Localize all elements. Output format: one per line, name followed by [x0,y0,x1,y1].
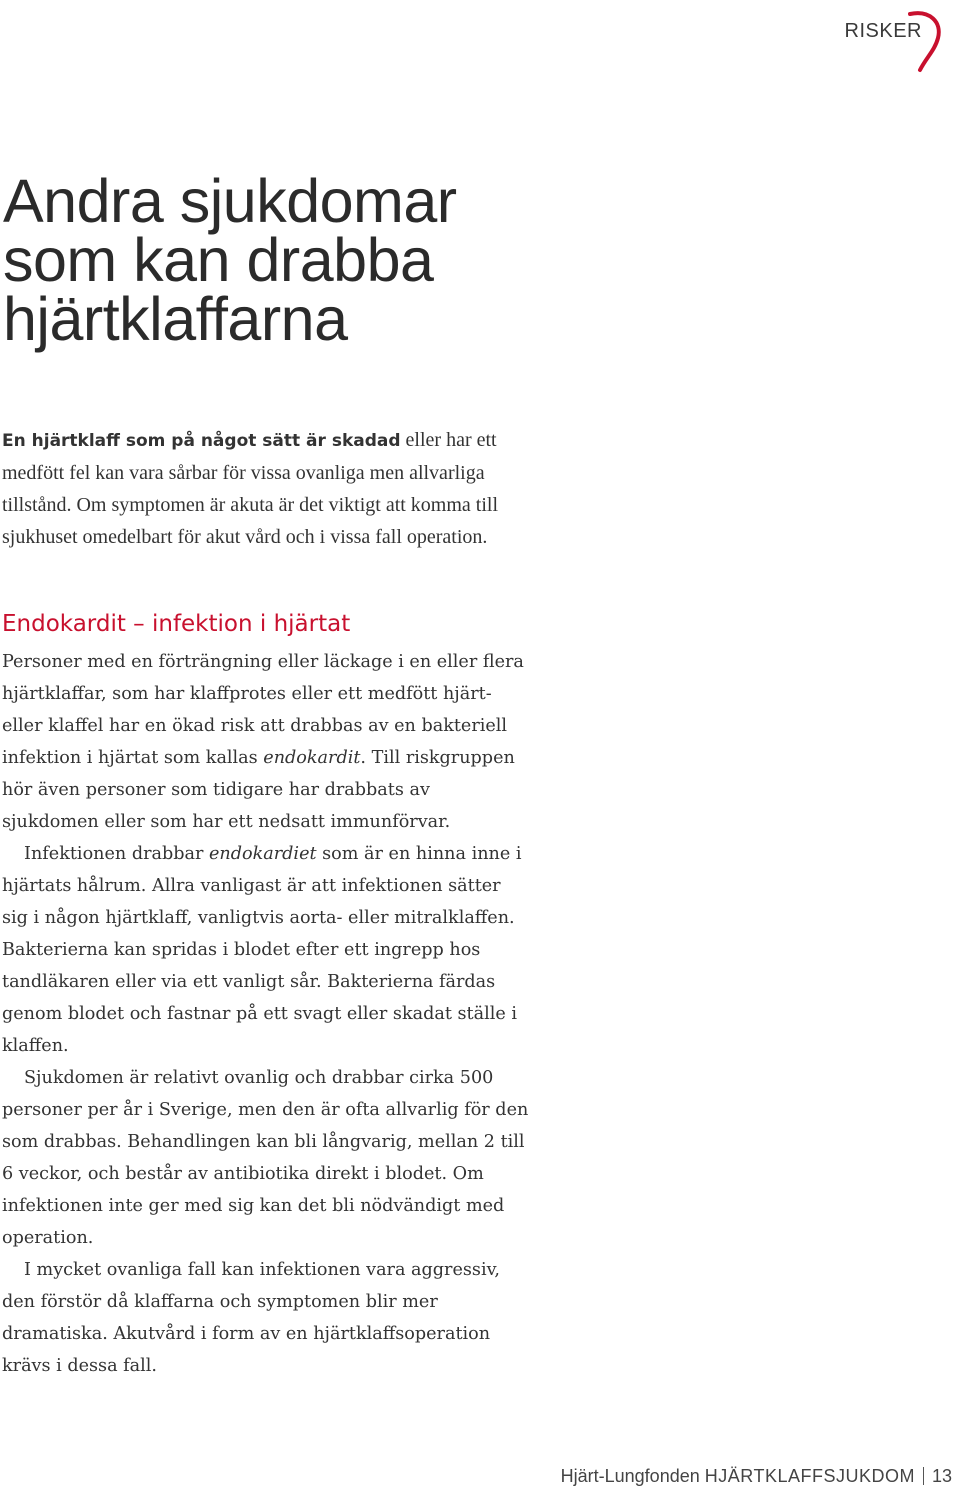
text-run: Infektionen drabbar [24,844,210,864]
page-number: 13 [931,1466,952,1486]
body-paragraph [2,838,530,1062]
page-title [3,167,457,353]
body-paragraph: Sjukdomen är relativt ovanlig och drabbar cirka 500 personer per år i Sverige, men den är ofta allvarlig för den som drabbas. Behandlingen kan bli långvarig, mellan 2 till 6 veckor, och består av antibiotika direkt i blodet. Om infektionen inte ger med sig kan det bli nödvändigt med operation. [2,1068,529,1248]
text-run: . Till riskgruppen hör även personer som tidigare har drabbats av sjukdomen eller som har ett nedsatt immunförvar. [2,748,515,832]
section-heading: Endokardit – infektion i hjärtat [2,611,351,637]
section-body [2,646,530,1382]
title-line: hjärtklaffarna [3,285,348,353]
footer-divider [923,1467,924,1485]
title-line: Andra sjukdomar [3,167,457,235]
text-run: som är en hinna inne i hjärtats hålrum. Allra vanligast är att infektionen sätter sig i någon hjärtklaff, vanligtvis aorta- eller mitralklaffen. Bakterierna kan spridas i blodet efter ett ingrepp hos tandläkaren eller via ett vanligt sår. Bakterierna färdas genom blodet och fastnar på ett svagt eller skadat ställe i klaffen. [2,844,522,1056]
intro-rest: eller har ett medfött fel kan vara sårbar för vissa ovanliga men allvarliga tillstånd. Om symptomen är akuta är det viktigt att komma till sjukhuset omedelbart för akut vård och i vissa fall operation. [2,429,499,548]
footer-publication: HJÄRTKLAFFSJUKDOM [704,1466,915,1486]
term-endokardit: endokardit [263,748,361,768]
text-run: Personer med en förträngning eller läckage i en eller flera hjärtklaffar, som har klaffprotes eller ett medfött hjärt- eller klaffel har en ökad risk att drabbas av en bakteriell infektion i hjärtat som kallas [2,652,524,768]
intro-lead: En hjärtklaff som på något sätt är skadad [2,431,401,451]
page-footer [561,1466,952,1487]
intro-paragraph [2,424,532,553]
footer-org: Hjärt-Lungfonden [560,1466,700,1486]
body-paragraph [2,646,530,838]
section-header [845,14,922,43]
term-endokardiet: endokardiet [209,844,317,864]
section-label: RISKER [844,20,922,42]
body-paragraph: I mycket ovanliga fall kan infektionen vara aggressiv, den förstör då klaffarna och symptomen blir mer dramatiska. Akutvård i form av en hjärtklaffsoperation krävs i dessa fall. [2,1260,501,1376]
title-line: som kan drabba [3,226,434,294]
